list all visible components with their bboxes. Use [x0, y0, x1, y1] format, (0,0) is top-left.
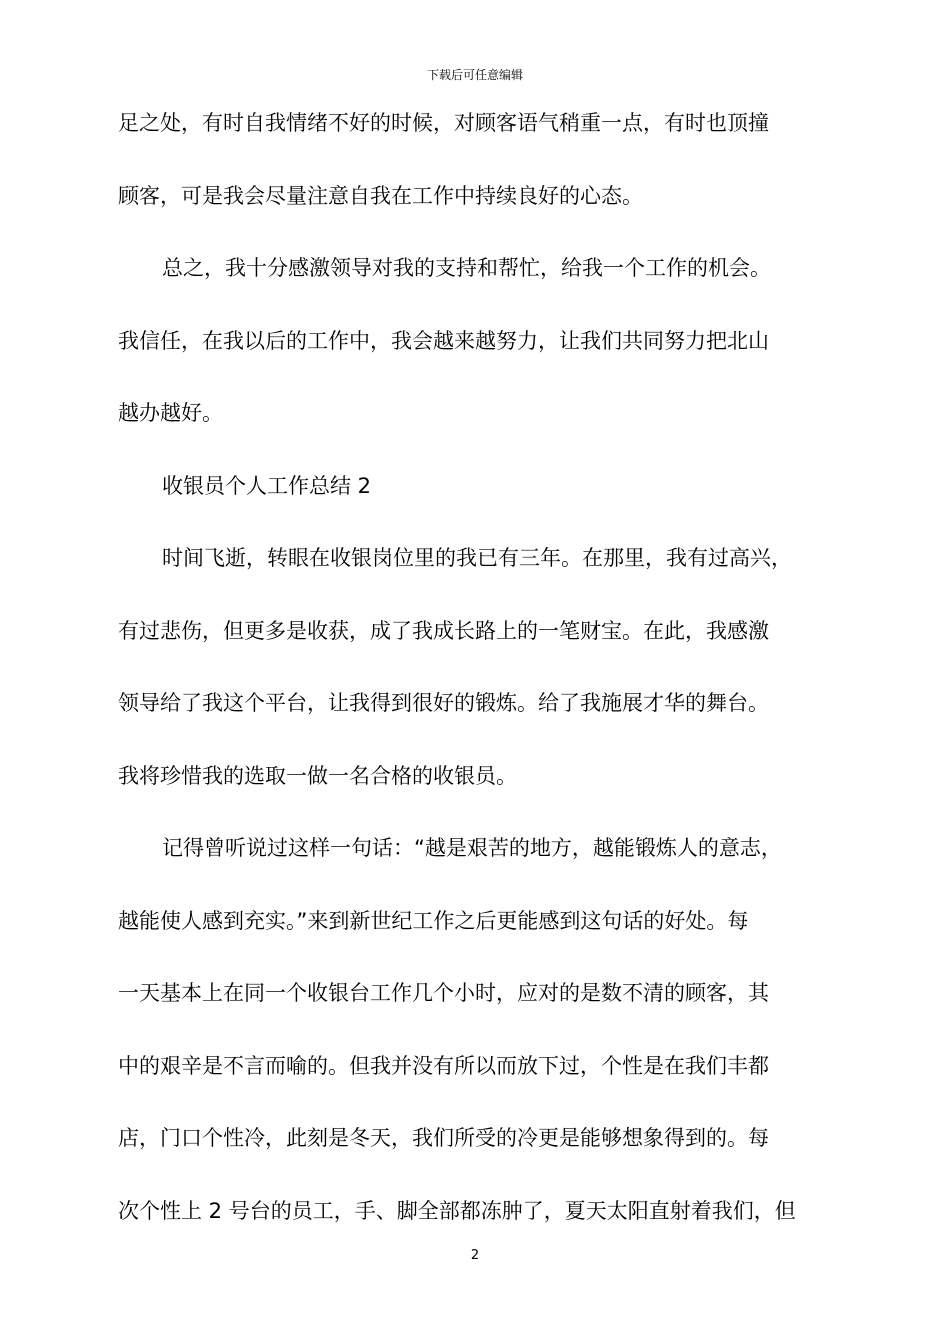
text-line: 店，门口个性冷，此刻是冬天，我们所受的冷更是能够想象得到的。每 — [118, 1126, 769, 1150]
text-line: 总之，我十分感激领导对我的支持和帮忙，给我一个工作的机会。 — [162, 256, 771, 280]
text-line: 我信任，在我以后的工作中，我会越来越努力，让我们共同努力把北山 — [118, 328, 769, 353]
page-header: 下载后可任意编辑 — [426, 68, 523, 82]
text-line: 时间飞逝，转眼在收银岗位里的我已有三年。在那里，我有过高兴， — [162, 546, 792, 570]
text-line: 顾客，可是我会尽量注意自我在工作中持续良好的心态。 — [118, 183, 643, 208]
text-line: 中的艰辛是不言而喻的。但我并没有所以而放下过，个性是在我们丰都 — [118, 1053, 769, 1078]
text-line: 记得曾听说过这样一句话：“越是艰苦的地方，越能锻炼人的意志， — [162, 836, 782, 860]
document-body — [118, 103, 848, 1263]
text-line: 有过悲伤，但更多是收获，成了我成长路上的一笔财宝。在此，我感激 — [118, 618, 769, 643]
section-heading: 收银员个人工作总结 2 — [162, 473, 372, 498]
text-line: 越能使人感到充实。”来到新世纪工作之后更能感到这句话的好处。每 — [118, 908, 749, 933]
text-line: 越办越好。 — [118, 401, 223, 425]
text-line: 次个性上 2 号台的员工，手、脚全部都冻肿了，夏天太阳直射着我们，但 — [118, 1198, 796, 1223]
text-line: 足之处，有时自我情绪不好的时候，对顾客语气稍重一点，有时也顶撞 — [118, 111, 769, 135]
text-line: 一天基本上在同一个收银台工作几个小时，应对的是数不清的顾客，其 — [118, 981, 769, 1005]
text-line: 我将珍惜我的选取一做一名合格的收银员。 — [118, 763, 517, 788]
page-number: 2 — [470, 1248, 480, 1263]
text-line: 领导给了我这个平台，让我得到很好的锻炼。给了我施展才华的舞台。 — [118, 691, 769, 715]
